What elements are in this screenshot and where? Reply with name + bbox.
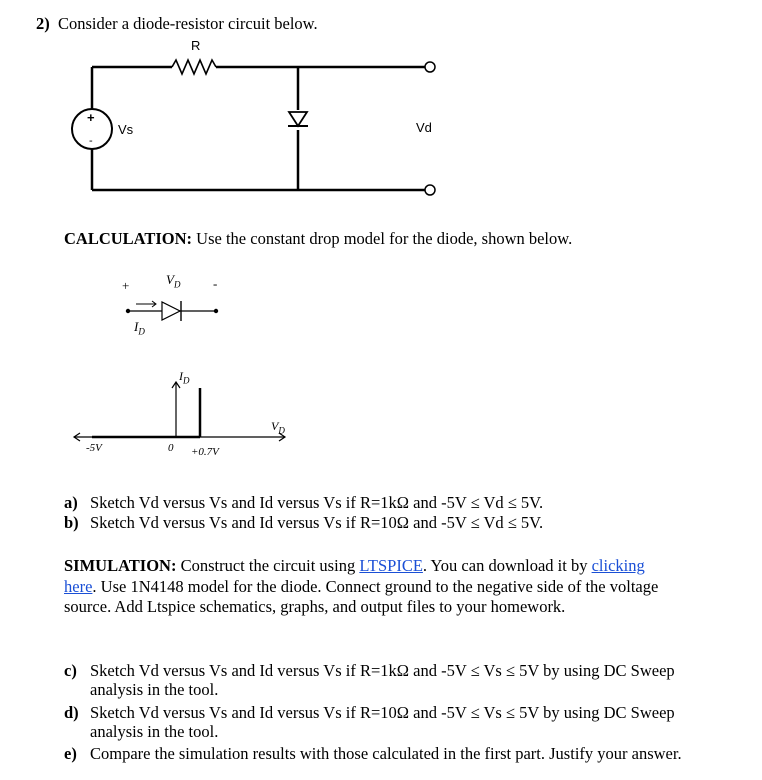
graph-x-label: $V_D$ [271, 419, 285, 436]
simulation-line-3: source. Add Ltspice schematics, graphs, and output files to your homework. [64, 597, 566, 616]
part-e: e) Compare the simulation results with those calculated in the first part. Justify your answer. [64, 744, 682, 763]
source-label: Vs [118, 122, 134, 137]
question-number: 2) [36, 14, 50, 33]
tick-origin: 0 [168, 442, 174, 454]
question-intro: Consider a diode-resistor circuit below. [58, 14, 318, 33]
calculation-heading: CALCULATION: [64, 229, 193, 248]
model-plus-sign: + [122, 278, 130, 293]
clicking-link[interactable]: clicking [591, 556, 645, 575]
model-vd-label: $V_D$ [166, 272, 181, 290]
model-id-label: $I_D$ [134, 319, 145, 337]
simulation-line-1: SIMULATION: Construct the circuit using LTSPICE. You can download it by clicking [64, 556, 645, 575]
tick-neg-5v: -5V [86, 442, 102, 454]
model-minus-sign: - [213, 276, 218, 291]
here-link[interactable]: here [64, 577, 93, 596]
output-label: Vd [416, 120, 432, 135]
part-c: c) Sketch Vd versus Vs and Id versus Vs if R=1kΩ and -5V ≤ Vs ≤ 5V by using DC Sweep analysis in the tool. [64, 661, 675, 699]
part-a: a) Sketch Vd versus Vs and Id versus Vs if R=1kΩ and -5V ≤ Vd ≤ 5V. [64, 493, 544, 512]
ltspice-link[interactable]: LTSPICE [359, 556, 423, 575]
source-minus-sign: - [89, 135, 93, 147]
source-plus-sign: + [87, 110, 95, 125]
tick-drop: +0.7V [191, 446, 219, 458]
part-b: b) Sketch Vd versus Vs and Id versus Vs if R=10Ω and -5V ≤ Vd ≤ 5V. [64, 513, 544, 532]
calculation-text: Use the constant drop model for the diode, shown below. [192, 229, 573, 248]
simulation-heading: SIMULATION: [64, 556, 177, 575]
part-d: d) Sketch Vd versus Vs and Id versus Vs if R=10Ω and -5V ≤ Vs ≤ 5V by using DC Sweep analysis in the tool. [64, 703, 675, 741]
resistor-label: R [191, 38, 201, 53]
graph-y-label: $I_D$ [179, 369, 190, 386]
simulation-line-2: here. Use 1N4148 model for the diode. Connect ground to the negative side of the voltage [64, 577, 659, 596]
